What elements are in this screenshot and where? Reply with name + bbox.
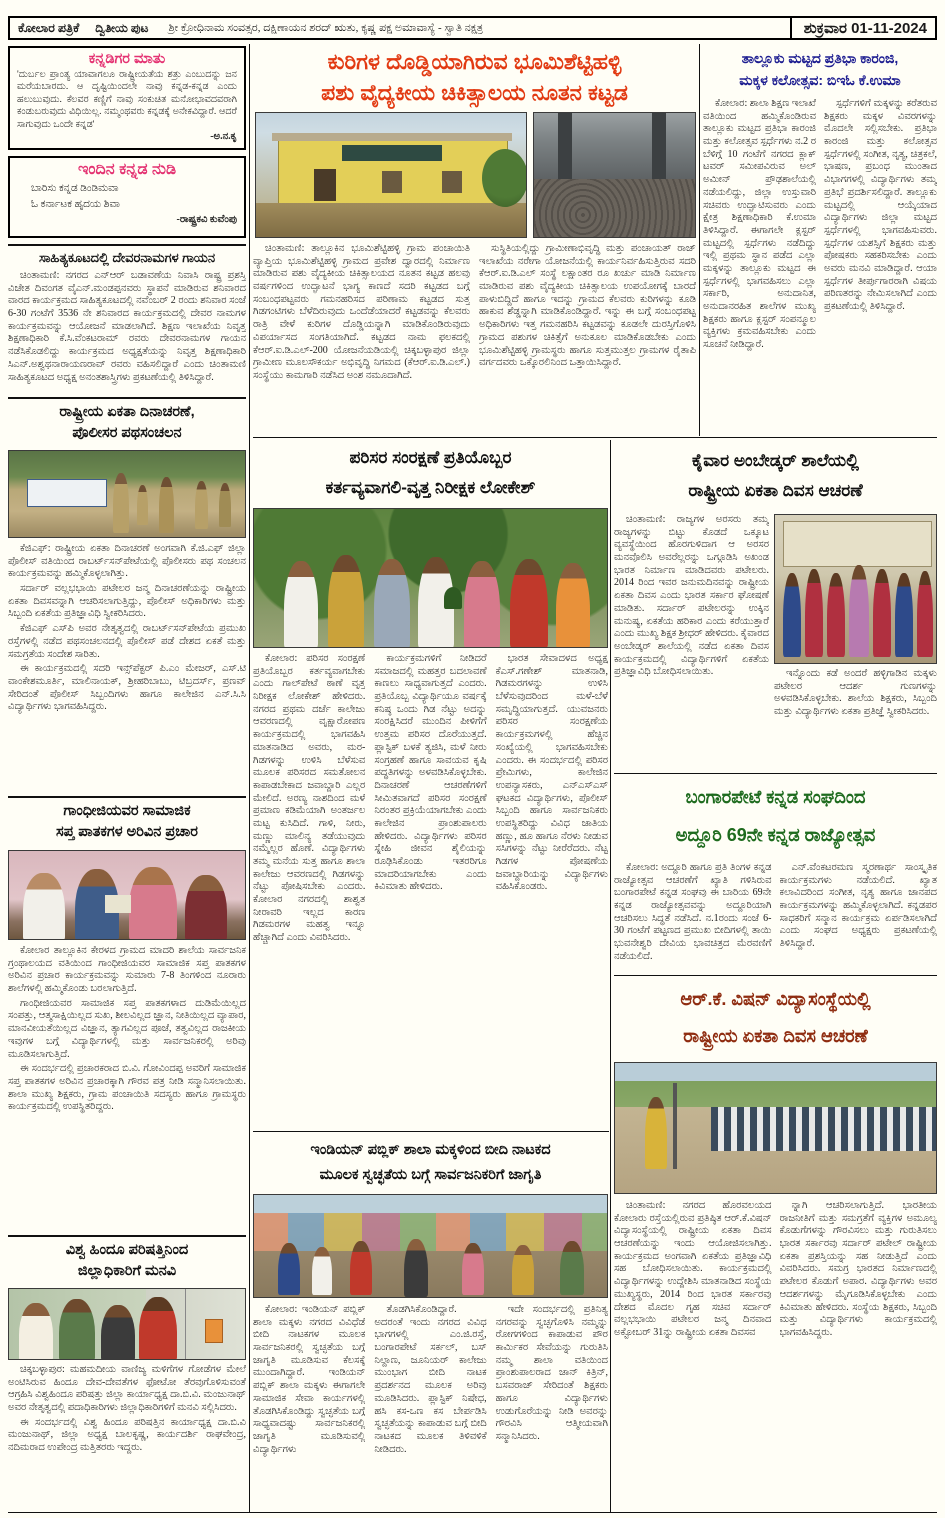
pratibha-col2: ಸ್ಪರ್ಧೆಗಳಿಗೆ ಮಕ್ಕಳನ್ನು ಕರೆತರುವ ಶಿಕ್ಷಕರು ಮಕ್ಕಳ ವಿವರಗಳನ್ನು ಮೊದಲೇ ಸಲ್ಲಿಸಬೇಕು. ಪ್ರತಿಭಾ ಕಾರಂಜಿ ಮತ್ತು ಕಲೋತ್ಸವ ಸ್ಪರ್ಧೆಗಳಲ್ಲಿ ಸಂಗೀತ, ನೃತ್ಯ, ಚಿತ್ರಕಲೆ, ಭಾಷಣ, ಪ್ರಬಂಧ ಮುಂತಾದ ವಿಭಾಗಗಳಲ್ಲಿ ವಿದ್ಯಾರ್ಥಿಗಳು ತಮ್ಮ ಪ್ರತಿಭೆ ಪ್ರದರ್ಶಿಸಲಿದ್ದಾರೆ. ತಾಲ್ಲೂಕು ಮಟ್ಟದಲ್ಲಿ ಆಯ್ಕೆಯಾದ ವಿದ್ಯಾರ್ಥಿಗಳು ಜಿಲ್ಲಾ ಮಟ್ಟದ ಸ್ಪರ್ಧೆಗಳಲ್ಲಿ ಭಾಗವಹಿಸುವರು. ಸ್ಪರ್ಧೆಗಳ ಯಶಸ್ಸಿಗೆ ಶಿಕ್ಷಕರು ಮತ್ತು ಪೋಷಕರು ಸಹಕರಿಸಬೇಕು ಎಂದು ಅವರು ಮನವಿ ಮಾಡಿದ್ದಾರೆ. ಆಯಾ ಸ್ಪರ್ಧೆಗಳ ತೀರ್ಪುಗಾರರಾಗಿ ವಿಷಯ ಪರಿಣತರನ್ನು ನೇಮಿಸಲಾಗಿದೆ ಎಂದು ಪ್ರಕಟಣೆಯಲ್ಲಿ ತಿಳಿಸಿದ್ದಾರೆ.: [824, 98, 937, 312]
person-figure: [556, 563, 590, 648]
student-figure: [805, 569, 823, 657]
indian-public-col3: ಇದೇ ಸಂದರ್ಭದಲ್ಲಿ ಪ್ರತಿನಿತ್ಯ ನಗರವನ್ನು ಸ್ವಚ್ಛಗೊಳಿಸಿ ನಮ್ಮನ್ನು ರೋಗಗಳಿಂದ ಕಾಪಾಡುವ ಪೌರ ಕಾರ್ಮಿಕರ ಸೇವೆಯನ್ನು ಗುರುತಿಸಿ ನಮ್ಮ ಶಾಲಾ ವತಿಯಿಂದ ಪ್ರಾಂಶುಪಾಲರಾದ ಜಾನ್ ಕಿತ್ರಿನ್, ಬಸವರಾಜ್ ಸೇರಿದಂತೆ ಶಿಕ್ಷಕರು ಹಾಗೂ ವಿದ್ಯಾರ್ಥಿಗಳು ಉಡುಗೊರೆಯನ್ನು ನೀಡಿ ಅವರನ್ನು ಗೌರವಿಸಿ ಆತ್ಮೀಯವಾಗಿ ಸನ್ಮಾನಿಸಿದರು.: [495, 1304, 608, 1442]
student-assembly-row: [711, 1107, 937, 1151]
parisara-col1: ಕೋಲಾರ: ಪರಿಸರ ಸಂರಕ್ಷಣೆ ಪ್ರತಿಯೊಬ್ಬರ ಕರ್ತವ್ಯವಾಗಬೇಕು ಎಂದು ಗಾಲ್‌ಪೇಟೆ ಠಾಣೆ ವೃತ್ತ ನಿರೀಕ್ಷಕ ಲೋಕೇಶ್ ಹೇಳಿದರು. ನಗರದ ಪ್ರಥಮ ದರ್ಜೆ ಕಾಲೇಜು ಆವರಣದಲ್ಲಿ ವೃಕ್ಷಾರೋಪಣ ಕಾರ್ಯಕ್ರಮದಲ್ಲಿ ಭಾಗವಹಿಸಿ ಮಾತನಾಡಿದ ಅವರು, ಮರ-ಗಿಡಗಳನ್ನು ಉಳಿಸಿ ಬೆಳೆಸುವ ಮೂಲಕ ಪರಿಸರದ ಸಮತೋಲನ ಕಾಪಾಡಬೇಕಾದ ಜವಾಬ್ದಾರಿ ಎಲ್ಲರ ಮೇಲಿದೆ. ಅರಣ್ಯ ನಾಶದಿಂದ ಮಳೆ ಪ್ರಮಾಣ ಕಡಿಮೆಯಾಗಿ ಅಂತರ್ಜಲ ಮಟ್ಟ ಕುಸಿದಿದೆ. ಗಾಳಿ, ನೀರು, ಮಣ್ಣು ಮಾಲಿನ್ಯ ತಡೆಯುವುದು ನಮ್ಮೆಲ್ಲರ ಹೊಣೆ. ವಿದ್ಯಾರ್ಥಿಗಳು ತಮ್ಮ ಮನೆಯ ಸುತ್ತ ಹಾಗೂ ಶಾಲಾ ಕಾಲೇಜು ಆವರಣದಲ್ಲಿ ಗಿಡಗಳನ್ನು ನೆಟ್ಟು ಪೋಷಿಸಬೇಕು ಎಂದರು. ಕೋಲಾರ ನಗರದಲ್ಲಿ ಶಾಶ್ವತ ನೀರಾವರಿ ಇಲ್ಲದ ಕಾರಣ ಗಿಡಮರಗಳ ಮಹತ್ವ ಇನ್ನೂ ಹೆಚ್ಚಾಗಿದೆ ಎಂದು ವಿವರಿಸಿದರು.: [253, 653, 366, 944]
indian-public-body: [253, 1304, 608, 1510]
person-figure: [219, 483, 231, 527]
paragraph: ಗಾಂಧೀಜಿಯವರ ಸಾಮಾಜಿಕ ಸಪ್ತ ಪಾತಕಗಳಾದ ದುಡಿಮೆಯಿಲ್ಲದ ಸಂಪತ್ತು, ಆತ್ಮಸಾಕ್ಷಿಯಿಲ್ಲದ ಸುಖ, ಶೀಲವಿಲ್ಲದ ಜ್ಞಾನ, ನೀತಿಯಿಲ್ಲದ ವ್ಯಾಪಾರ, ಮಾನವೀಯತೆಯಿಲ್ಲದ ವಿಜ್ಞಾನ, ತ್ಯಾಗವಿಲ್ಲದ ಪೂಜೆ, ತತ್ವವಿಲ್ಲದ ರಾಜಕೀಯ ಇವುಗಳ ಬಗ್ಗೆ ವಿದ್ಯಾರ್ಥಿಗಳಲ್ಲಿ ಮತ್ತು ಸಾರ್ವಜನಿಕರಲ್ಲಿ ಅರಿವು ಮೂಡಿಸಲಾಗುತ್ತಿದೆ.: [8, 997, 246, 1060]
kaivara-col2: ಇನ್ನೊಂದು ಕಡೆ ಅಂದರೆ ಹಳ್ಳಿಗಾಡಿನ ಮಕ್ಕಳು ಪಟೇಲರ ಆದರ್ಶ ಗುಣಗಳನ್ನು ಅಳವಡಿಸಿಕೊಳ್ಳಬೇಕು. ಶಾಲೆಯ ಶಿಕ್ಷಕರು, ಸಿಬ್ಬಂದಿ ಮತ್ತು ವಿದ್ಯಾರ್ಥಿಗಳು ಏಕತಾ ಪ್ರತಿಜ್ಞೆ ಸ್ವೀಕರಿಸಿದರು.: [774, 668, 937, 718]
student-figure: [873, 569, 891, 657]
photo-neglected-interior: [533, 112, 696, 238]
quote-box-text: 'ದುರ್ಬಲ ಪ್ರಾಂತ್ಯ ಯಾವಾಗಲೂ ರಾಷ್ಟ್ರೀಯತೆಯ ಶತ್ರು ಎಂಬುದನ್ನು ಜನ ಮರೆಯಬಾರದು. ಆ ದೃಷ್ಟಿಯಿಂದಲೇ ನಾವು ಕನ್ನಡ-ಕನ್ನಡ ಎಂದು ಹಲುಬುವುದು. ಕೆಲವರ ಕಣ್ಣಿಗೆ ನಾವು ಸಂಕುಚಿತ ಮನೋಭಾವದವರಾಗಿ ಕಂಡುಬರುವುದು ವಿಧಿಯಿಲ್ಲ. ನಮ್ಮಂಥವರು ಕನ್ನಡಕ್ಕೆ ಅನೇಕವಿದ್ದಾರೆ. ಆದರೆ ಸಾಗುವುದು ಒಂದೇ ಕನ್ನಡ': [17, 69, 237, 130]
page-bottom-rule: [8, 1512, 937, 1513]
teacher-figure: [849, 565, 869, 657]
police-officer-figure: [374, 559, 410, 648]
headline-line: ರಾಷ್ಟ್ರೀಯ ಏಕತಾ ದಿವಸ ಆಚರಣೆ: [688, 481, 863, 500]
photo-sapling-handover: [253, 508, 608, 648]
parisara-headline: [253, 443, 608, 503]
bangarpet-body: [614, 862, 937, 972]
person-figure: [139, 1297, 177, 1360]
headline-line: ಕರ್ತವ್ಯವಾಗಲಿ-ವೃತ್ತ ನಿರೀಕ್ಷಕ ಲೋಕೇಶ್: [325, 478, 536, 497]
deity-poster: [205, 1319, 223, 1343]
indian-public-headline: [253, 1138, 608, 1188]
paragraph: ಈ ಕಾರ್ಯಕ್ರಮದಲ್ಲಿ ಸದರಿ ಇನ್ಸ್‌ಪೆಕ್ಟರ್ ಪಿ.ಎಂ ಮೇಜರ್, ಎಸ್.ಟಿ ವಾಂಕೇಶಮೂರ್ತಿ, ಮಾಲಿನಾಯಕ್, ಶ್ರೀಹರಿಬಾಬು, ಟಿಬ್ರದರ್ಸ್, ಪ್ರಣವ್ ಸೇರಿದಂತೆ ಪೊಲೀಸ್ ಸಿಬ್ಬಂದಿಗಳು ಹಾಗೂ ಕಾಲೇಜಿನ ಎನ್.ಸಿ.ಸಿ ವಿದ್ಯಾರ್ಥಿಗಳು ಭಾಗವಹಿಸಿದ್ದರು.: [8, 663, 246, 713]
person-figure: [129, 867, 177, 940]
paper-name: ಕೋಲಾರ ಪತ್ರಿಕೆ: [18, 20, 80, 35]
student-figure: [783, 573, 801, 657]
indian-public-col1: ಕೋಲಾರ: ಇಂಡಿಯನ್ ಪಬ್ಲಿಕ್ ಶಾಲಾ ಮಕ್ಕಳು ನಗರದ ವಿವಿಧೆಡೆ ಬೀದಿ ನಾಟಕಗಳ ಮೂಲಕ ಸಾರ್ವಜನಿಕರಲ್ಲಿ ಸ್ವಚ್ಛತೆಯ ಬಗ್ಗೆ ಜಾಗೃತಿ ಮೂಡಿಸುವ ಕೆಲಸಕ್ಕೆ ಮುಂದಾಗಿದ್ದಾರೆ. ಇಂಡಿಯನ್ ಪಬ್ಲಿಕ್ ಶಾಲಾ ಮಕ್ಕಳು ಈಗಾಗಲೇ ಸಾಮಾಜಿಕ ಸೇವಾ ಕಾರ್ಯಗಳಲ್ಲಿ ತೊಡಗಿಸಿಕೊಂಡಿದ್ದು ಸ್ವಚ್ಛತೆಯ ಬಗ್ಗೆ ಸಾಧ್ಯವಾದಷ್ಟು ಸಾರ್ವಜನಿಕರಲ್ಲಿ ಜಾಗೃತಿ ಮೂಡಿಸುವಲ್ಲಿ ವಿದ್ಯಾರ್ಥಿಗಳು: [253, 1304, 366, 1455]
sapling: [444, 587, 462, 609]
column-divider: [610, 440, 611, 1512]
divider: [8, 1235, 246, 1237]
rk-vision-col1: ಚಿಂತಾಮಣಿ: ನಗರದ ಹೊರವಲಯದ ಕೋಲಾರು ರಸ್ತೆಯಲ್ಲಿರುವ ಪ್ರತಿಷ್ಠಿತ ಆರ್.ಕೆ.ವಿಷನ್ ವಿದ್ಯಾಸಂಸ್ಥೆಯಲ್ಲಿ ರಾಷ್ಟ್ರೀಯ ಏಕತಾ ದಿವಸ ಆಚರಣೆಯನ್ನು ಇಂದು ಆಯೋಜಿಸಲಾಗಿತ್ತು. ಕಾರ್ಯಕ್ರಮದ ಅಂಗವಾಗಿ ಏಕತೆಯ ಪ್ರತಿಜ್ಞಾವಿಧಿ ಸಹ ಬೋಧಿಸಲಾಯಿತು. ಕಾರ್ಯಕ್ರಮದಲ್ಲಿ ವಿದ್ಯಾರ್ಥಿಗಳನ್ನು ಉದ್ದೇಶಿಸಿ ಮಾತನಾಡಿದ ಸಂಸ್ಥೆಯ ಮುಖ್ಯಸ್ಥರು, 2014 ರಿಂದ ಭಾರತ ಸರ್ಕಾರವು ದೇಶದ ಮೊದಲ ಗೃಹ ಸಚಿವ ಸರ್ದಾರ್ ವಲ್ಲಭಭಾಯಿ ಪಟೇಲರ ಜನ್ಮ ದಿನವಾದ ಅಕ್ಟೋಬರ್ 31ನ್ನು ರಾಷ್ಟ್ರೀಯ ಏಕತಾ ದಿವಸವ: [614, 1200, 772, 1338]
bangarpet-col1: ಕೋಲಾರ: ಅದ್ದೂರಿ ಹಾಗೂ ಪ್ರತಿ ತಿಂಗಳ ಕನ್ನಡ ರಾಜ್ಯೋತ್ಸವ ಆಚರಣೆಗೆ ಖ್ಯಾತಿ ಗಳಿಸಿರುವ ಬಂಗಾರಪೇಟೆ ಕನ್ನಡ ಸಂಘವು ಈ ಬಾರಿಯ 69ನೇ ಕನ್ನಡ ರಾಜ್ಯೋತ್ಸವವನ್ನು ಅದ್ದೂರಿಯಾಗಿ ಆಚರಿಸಲು ಸಿದ್ಧತೆ ನಡೆಸಿದೆ. ನ.1ರಂದು ಸಂಜೆ 6-30 ಗಂಟೆಗೆ ಪಟ್ಟಣದ ಪ್ರಮುಖ ಬೀದಿಗಳಲ್ಲಿ ತಾಯಿ ಭುವನೇಶ್ವರಿ ದೇವಿಯ ಭಾವಚಿತ್ರದ ಮೆರವಣಿಗೆ ನಡೆಯಲಿದೆ.: [614, 862, 772, 962]
left-story3-headline: [8, 801, 246, 843]
parisara-col3: ಭಾರತ ಸೇವಾದಳದ ಅಧ್ಯಕ್ಷ ಕೆಎಸ್.ಗಣೇಶ್ ಮಾತನಾಡಿ, ಗಿಡಮರಗಳನ್ನು ಉಳಿಸಿ ಬೆಳೆಸುವುದರಿಂದ ಮಳೆ-ಬೆಳೆ ಸಮೃದ್ಧಿಯಾಗುತ್ತದೆ. ಯುವಜನರು ಪರಿಸರ ಸಂರಕ್ಷಣೆಯ ಕಾರ್ಯಕ್ರಮಗಳಲ್ಲಿ ಹೆಚ್ಚಿನ ಸಂಖ್ಯೆಯಲ್ಲಿ ಭಾಗವಹಿಸಬೇಕು ಎಂದರು. ಈ ಸಂದರ್ಭದಲ್ಲಿ ಪರಿಸರ ಪ್ರೇಮಿಗಳು, ಕಾಲೇಜಿನ ಉಪನ್ಯಾಸಕರು, ಎನ್‌ಎಸ್‌ಎಸ್ ಘಟಕದ ವಿದ್ಯಾರ್ಥಿಗಳು, ಪೊಲೀಸ್ ಸಿಬ್ಬಂದಿ ಹಾಗೂ ಸಾರ್ವಜನಿಕರು ಉಪಸ್ಥಿತರಿದ್ದು ವಿವಿಧ ಜಾತಿಯ ಹಣ್ಣು, ಹೂ ಹಾಗೂ ನೆರಳು ನೀಡುವ ಸಸಿಗಳನ್ನು ನೆಟ್ಟು ನೀರೆರೆದರು. ನೆಟ್ಟ ಗಿಡಗಳ ಪೋಷಣೆಯ ಜವಾಬ್ದಾರಿಯನ್ನು ವಿದ್ಯಾರ್ಥಿಗಳು ವಹಿಸಿಕೊಂಡರು.: [495, 653, 608, 893]
photo-street-play: [253, 1194, 608, 1298]
person-figure: [462, 1243, 484, 1295]
headline-line: ಗಾಂಧೀಜಿಯವರ ಸಾಮಾಜಿಕ: [63, 803, 191, 819]
headline-line: ರಾಷ್ಟ್ರೀಯ ಏಕತಾ ದಿವಸ ಆಚರಣೆ: [683, 1026, 868, 1046]
pratibha-headline: [703, 47, 937, 91]
person-figure: [185, 875, 227, 940]
left-story2-body: [8, 543, 246, 793]
divider: [8, 244, 246, 246]
person-figure: [23, 873, 65, 940]
street-shopfronts: [254, 1213, 608, 1251]
person-figure: [510, 559, 548, 648]
divider: [614, 975, 937, 976]
indian-public-col2: ತೊಡಗಿಸಿಕೊಂಡಿದ್ದಾರೆ. ಅದರಂತೆ ಇಂದು ನಗರದ ವಿವಿಧ ಭಾಗಗಳಲ್ಲಿ ಎಂ.ಜಿ.ರಸ್ತೆ, ಬಂಗಾರಪೇಟೆ ಸರ್ಕಲ್, ಬಸ್ ನಿಲ್ದಾಣ, ಜೂನಿಯರ್ ಕಾಲೇಜು ಮುಂಭಾಗ ಬೀದಿ ನಾಟಕ ಪ್ರದರ್ಶನದ ಮೂಲಕ ಅರಿವು ಮೂಡಿಸಿದರು. ಪ್ಲಾಸ್ಟಿಕ್ ನಿಷೇಧ, ಹಸಿ ಕಸ-ಒಣ ಕಸ ಬೇರ್ಪಡಿಸಿ ಸ್ವಚ್ಛತೆಯನ್ನು ಕಾಪಾಡುವ ಬಗ್ಗೆ ಬೀದಿ ನಾಟಕದ ಮೂಲಕ ತಿಳಿವಳಿಕೆ ನೀಡಿದರು.: [374, 1304, 487, 1455]
headline-line: ರಾಷ್ಟ್ರೀಯ ಏಕತಾ ದಿನಾಚರಣೆ,: [59, 404, 195, 420]
person-figure: [113, 473, 129, 533]
divider: [253, 1131, 609, 1132]
headline-line: ಆರ್.ಕೆ. ವಿಷನ್ ವಿದ್ಯಾಸಂಸ್ಥೆಯಲ್ಲಿ: [680, 989, 871, 1009]
nudi-line: ಬಾರಿಸು ಕನ್ನಡ ಡಿಂಡಿಮವಾ: [31, 183, 119, 194]
person-figure: [101, 1305, 135, 1360]
left-story1-headline: ಸಾಹಿತ್ಯಕೂಟದಲ್ಲಿ ದೇವರನಾಮಗಳ ಗಾಯನ: [38, 250, 216, 265]
main-story-col1: ಚಿಂತಾಮಣಿ: ತಾಲ್ಲೂಕಿನ ಭೂಮಿಶೆಟ್ಟಿಹಳ್ಳಿ ಗ್ರಾಮ ಪಂಚಾಯಿತಿ ವ್ಯಾಪ್ತಿಯ ಭೂಮಿಶೆಟ್ಟಿಹಳ್ಳಿ ಗ್ರಾಮದ ಪ್ರವೇಶ ದ್ವಾರದಲ್ಲಿ ನಿರ್ಮಾಣ ಮಾಡಿರುವ ಪಶು ವೈದ್ಯಕೀಯ ಚಿಕಿತ್ಸಾಲಯದ ನೂತನ ಕಟ್ಟಡ ಹಲವು ವರ್ಷಗಳಿಂದ ಉದ್ಘಾಟನೆ ಭಾಗ್ಯ ಕಾಣದೆ ಸದರಿ ಕಟ್ಟಡದ ಬಗ್ಗೆ ಸಂಬಂಧಪಟ್ಟವರು ಗಮನಹರಿಸದ ಪರಿಣಾಮ ಕಟ್ಟಡದ ಸುತ್ತ ಗಿಡಗಂಟಿಗಳು ಬೆಳೆದಿರುವುದು ಒಂದೆಡೆಯಾದರೆ ಕಟ್ಟಡವನ್ನು ಕೆಲವರು ರಾತ್ರಿ ವೇಳೆ ಕುರಿಗಳ ದೊಡ್ಡಿಯನ್ನಾಗಿ ಮಾಡಿಕೊಂಡಿರುವುದು ವಿಪರ್ಯಾಸದ ಸಂಗತಿಯಾಗಿದೆ. ಕಟ್ಟಡದ ನಾಮ ಫಲಕದಲ್ಲಿ ಕೆಆರ್.ಐ.ಡಿ.ಎಲ್-200 ಯೋಜನೆಯಡಿಯಲ್ಲಿ ಚಿಕ್ಕಬಳ್ಳಾಪುರ ಜಿಲ್ಲಾ ಗ್ರಾಮೀಣ ಮೂಲಸೌಕರ್ಯ ಅಭಿವೃದ್ಧಿ ನಿಗಮದ (ಕೆಆರ್.ಐ.ಡಿ.ಎಲ್.) ಸಂಸ್ಥೆಯು ಕಾಮಗಾರಿ ನಡೆಸಿದ ಅಂಶ ನಮೂದಾಗಿದೆ.: [253, 243, 470, 381]
photo-police-parade: [8, 450, 246, 538]
parisara-col2: ಕಾರ್ಯಕ್ರಮಗಳಿಗೆ ನೀಡಿದರೆ ಸಮಾಜದಲ್ಲಿ ಮಹತ್ತರ ಬದಲಾವಣೆ ಕಾಣಲು ಸಾಧ್ಯವಾಗುತ್ತದೆ ಎಂದರು. ಪ್ರತಿಯೊಬ್ಬ ವಿದ್ಯಾರ್ಥಿಯೂ ವರ್ಷಕ್ಕೆ ಕನಿಷ್ಠ ಒಂದು ಗಿಡ ನೆಟ್ಟು ಅದನ್ನು ಸಂರಕ್ಷಿಸಿದರೆ ಮುಂದಿನ ಪೀಳಿಗೆಗೆ ಉತ್ತಮ ಪರಿಸರ ದೊರೆಯುತ್ತದೆ. ಪ್ಲಾಸ್ಟಿಕ್ ಬಳಕೆ ತ್ಯಜಿಸಿ, ಮಳೆ ನೀರು ಸಂಗ್ರಹಣೆ ಹಾಗೂ ಸಾವಯವ ಕೃಷಿ ಪದ್ಧತಿಗಳನ್ನು ಅಳವಡಿಸಿಕೊಳ್ಳಬೇಕು. ದಿನಾಚರಣೆ ಆಚರಣೆಗಳಿಗೆ ಸೀಮಿತವಾಗದೆ ಪರಿಸರ ಸಂರಕ್ಷಣೆ ನಿರಂತರ ಪ್ರಕ್ರಿಯೆಯಾಗಬೇಕು ಎಂದು ಕಾಲೇಜಿನ ಪ್ರಾಂಶುಪಾಲರು ಹೇಳಿದರು. ವಿದ್ಯಾರ್ಥಿಗಳು ಪರಿಸರ ಸ್ನೇಹಿ ಜೀವನ ಶೈಲಿಯನ್ನು ರೂಢಿಸಿಕೊಂಡು ಇತರರಿಗೂ ಮಾದರಿಯಾಗಬೇಕು ಎಂದು ಕಿವಿಮಾತು ಹೇಳಿದರು.: [374, 653, 487, 893]
almanac-line: ಶ್ರೀ ಕ್ರೋಧಿನಾಮ ಸಂವತ್ಸರ, ದಕ್ಷಿಣಾಯನ ಶರದ್ ಋತು, ಕೃಷ್ಣ ಪಕ್ಷ ಅಮಾವಾಸ್ಯೆ - ಸ್ವಾತಿ ನಕ್ಷತ್ರ: [168, 21, 484, 34]
building-signboard: [342, 145, 442, 161]
column-divider: [249, 44, 250, 1512]
student-figure: [350, 1241, 372, 1295]
left-story4-body: [8, 1364, 246, 1510]
photo-sapta-pataka-felicitation: [8, 850, 246, 940]
person-figure: [159, 477, 174, 533]
headline-line: ಮೂಲಕ ಸ್ವಚ್ಛತೆಯ ಬಗ್ಗೆ ಸಾರ್ವಜನಿಕರಿಗೆ ಜಾಗೃತಿ: [319, 1167, 542, 1183]
masthead: [8, 16, 937, 40]
pratibha-col1: ಕೋಲಾರ: ಶಾಲಾ ಶಿಕ್ಷಣ ಇಲಾಖೆ ವತಿಯಿಂದ ಹಮ್ಮಿಕೊಂಡಿರುವ ತಾಲ್ಲೂಕು ಮಟ್ಟದ ಪ್ರತಿಭಾ ಕಾರಂಜಿ ಮತ್ತು ಕಲೋತ್ಸವ ಸ್ಪರ್ಧೆಗಳು ನ.2 ರ ಬೆಳಿಗ್ಗೆ 10 ಗಂಟೆಗೆ ನಗರದ ಕ್ಲಾಕ್ ಟವರ್ ಸಮೀಪವಿರುವ ಅಲ್ ಅಮೀನ್ ಪ್ರೌಢಶಾಲೆಯಲ್ಲಿ ನಡೆಯಲಿದ್ದು, ಜಿಲ್ಲಾ ಉಸ್ತುವಾರಿ ಸಚಿವರು ಉದ್ಘಾಟಿಸುವರು ಎಂದು ಕ್ಷೇತ್ರ ಶಿಕ್ಷಣಾಧಿಕಾರಿ ಕೆ.ಉಮಾ ತಿಳಿಸಿದ್ದಾರೆ. ಈಗಾಗಲೇ ಕ್ಲಸ್ಟರ್ ಮಟ್ಟದಲ್ಲಿ ಸ್ಪರ್ಧೆಗಳು ನಡೆದಿದ್ದು ಇಲ್ಲಿ ಪ್ರಥಮ ಸ್ಥಾನ ಪಡೆದ ಎಲ್ಲಾ ಮಕ್ಕಳನ್ನು ತಾಲ್ಲೂಕು ಮಟ್ಟದ ಈ ಸ್ಪರ್ಧೆಗಳಲ್ಲಿ ಭಾಗವಹಿಸಲು ಎಲ್ಲಾ ಸರ್ಕಾರಿ, ಅನುದಾನಿತ, ಅನುದಾನರಹಿತ ಶಾಲೆಗಳ ಮುಖ್ಯ ಶಿಕ್ಷಕರು ಹಾಗೂ ಕ್ಲಸ್ಟರ್ ಸಂಪನ್ಮೂಲ ವ್ಯಕ್ತಿಗಳು ಕ್ರಮವಹಿಸಬೇಕು ಎಂದು ಸೂಚನೆ ನೀಡಿದ್ದಾರೆ.: [703, 98, 816, 351]
flag-pole: [673, 1083, 677, 1169]
kaivara-col1: ಚಿಂತಾಮಣಿ: ರಾಜ್ಯಗಳ ಅರಸರು ತಮ್ಮ ರಾಜ್ಯಗಳನ್ನು ಬಿಟ್ಟು ಕೊಡದೆ ಒಕ್ಕೂಟ ವ್ಯವಸ್ಥೆಯಿಂದ ಹೊರಗುಳಿದಾಗ ಆ ಅರಸರ ಮನವೊಲಿಸಿ ಅವರೆಲ್ಲರನ್ನು ಒಗ್ಗೂಡಿಸಿ ಅಖಂಡ ಭಾರತ ನಿರ್ಮಾಣ ಮಾಡಿದವರು ಪಟೇಲರು. 2014 ರಿಂದ ಇವರ ಜನುಮದಿನವನ್ನು ರಾಷ್ಟ್ರೀಯ ಏಕತಾ ದಿವಸ ಎಂದು ಭಾರತ ಸರ್ಕಾರ ಘೋಷಣೆ ಮಾಡಿತು. ಸರ್ದಾರ್ ಪಟೇಲರನ್ನು ಉಕ್ಕಿನ ಮನುಷ್ಯ, ಏಕತೆಯ ಹರಿಕಾರ ಎಂದು ಕರೆಯುತ್ತಾರೆ ಎಂದು ಮುಖ್ಯ ಶಿಕ್ಷಕ ಶ್ರೀಧರ್ ಹೇಳಿದರು. ಕೈವಾರದ ಅಂಬೇಡ್ಕರ್ ಶಾಲೆಯಲ್ಲಿ ನಡೆದ ಏಕತಾ ದಿವಸ ಕಾರ್ಯಕ್ರಮದಲ್ಲಿ ವಿದ್ಯಾರ್ಥಿಗಳಿಗೆ ಏಕತೆಯ ಪ್ರತಿಜ್ಞಾವಿಧಿ ಬೋಧಿಸಲಾಯಿತು.: [614, 514, 769, 678]
bangarpet-headline: [614, 778, 937, 854]
student-figure: [895, 573, 913, 657]
student-figure: [827, 573, 845, 657]
photo-veterinary-building: [255, 112, 527, 238]
quote-box: [8, 46, 246, 150]
pratibha-body: [703, 98, 937, 432]
kaivara-headline: [614, 446, 937, 506]
parade-banner: [27, 479, 107, 507]
paragraph: ಕೆಜಿಎಫ್ ಎಸ್‌ಪಿ ಅವರ ನೇತೃತ್ವದಲ್ಲಿ ರಾಬರ್ಟ್‌ಸನ್‌ಪೇಟೆಯ ಪ್ರಮುಖ ರಸ್ತೆಗಳಲ್ಲಿ ನಡೆದ ಪಥಸಂಚಲನದಲ್ಲಿ ಪೊಲೀಸ್ ಪಡೆ ದೇಶದ ಏಕತೆ ಮತ್ತು ಸಮಗ್ರತೆಯ ಸಂದೇಶ ಸಾರಿತು.: [8, 623, 246, 660]
headline-line: ಬಂಗಾರಪೇಟೆ ಕನ್ನಡ ಸಂಘದಿಂದ: [685, 787, 866, 807]
building-window: [442, 171, 462, 193]
photo-kaivara-pledge: [774, 514, 937, 664]
left-story2-headline: [8, 402, 246, 444]
photo-vhp-memorandum: [8, 1288, 246, 1360]
paragraph: ಚಿಂತಾಮಣಿ: ನಗರದ ಎನ್‌ಆರ್ ಬಡಾವಣೆಯ ನಿವಾಸಿ ರಾಷ್ಟ್ರ ಪ್ರಶಸ್ತಿ ವಿಜೇತ ದಿವಂಗತ ವೈಎನ್.ಮಂಡಪ್ಪನವರು ಸ್ಥಾಪನೆ ಮಾಡಿರುವ ಶನಿವಾರದ ವಾರದ ಕಾರ್ಯಕ್ರಮದ ಸಾಹಿತ್ಯಕೂಟದಲ್ಲಿ ನವೆಂಬರ್ 2 ರಂದು ಶನಿವಾರ ಸಂಜೆ 6-30 ಗಂಟೆಗೆ 3536 ನೇ ಶನಿವಾರದ ಕಾರ್ಯಕ್ರಮದಲ್ಲಿ ದೇವರ ನಾಮಗಳ ಕಾರ್ಯಕ್ರಮವನ್ನು ಆಯೋಜನೆ ಮಾಡಲಾಗಿದೆ. ಶಿಕ್ಷಣ ಇಲಾಖೆಯ ನಿವೃತ್ತ ಶಿಕ್ಷಣಾಧಿಕಾರಿ ಕೆ.ಸಿ.ವೆಂಕಟರಾಮ್ ರವರು ದೇವರನಾಮಗಳ ಗಾಯನ ನಡೆಸಿಕೊಡಲಿದ್ದು ಕಾರ್ಯಕ್ರಮದ ಅಧ್ಯಕ್ಷತೆಯನ್ನು ನಿವೃತ್ತ ಶಿಕ್ಷಣಾಧಿಕಾರಿ ಸಿಎನ್.ಅಶ್ವಥನಾರಾಯಣರಾವ್ ರವರು ವಹಿಸಲಿದ್ದಾರೆ ಎಂದು ಚಿಂತಾಮಣಿ ಸಾಹಿತ್ಯಕೂಟದ ಅಧ್ಯಕ್ಷ ಅನಂತಶಾಸ್ತ್ರಿಗಳು ಪ್ರಕಟಣೆಯಲ್ಲಿ ತಿಳಿಸಿದ್ದಾರೆ.: [8, 270, 246, 383]
paragraph: ಕೋಲಾರ ತಾಲ್ಲೂಕಿನ ಕೇರಳದ ಗ್ರಾಮದ ಮಾದರಿ ಶಾಲೆಯ ಸಾರ್ವಜನಿಕ ಗ್ರಂಥಾಲಯದ ವತಿಯಿಂದ ಗಾಂಧೀಜಿಯವರ ಸಾಮಾಜಿಕ ಸಪ್ತ ಪಾತಕಗಳ ಅರಿವಿನ ಪ್ರಚಾರ ಕಾರ್ಯಕ್ರಮವನ್ನು ಸುಮಾರು 7-8 ತಿಂಗಳಿಂದ ನೂರಾರು ಶಾಲೆಗಳಲ್ಲಿ ಹಮ್ಮಿಕೊಂಡು ಬರಲಾಗುತ್ತಿದೆ.: [8, 945, 246, 995]
paragraph: ಈ ಸಂದರ್ಭದಲ್ಲಿ ಪ್ರಚಾರಕರಾದ ಬಿ.ವಿ. ಗೋವಿಂದಪ್ಪ ಅವರಿಗೆ ಸಾಮಾಜಿಕ ಸಪ್ತ ಪಾತಕಗಳ ಅರಿವಿನ ಪ್ರಚಾರಕ್ಕಾಗಿ ಗೌರವ ಪತ್ರ ನೀಡಿ ಸನ್ಮಾನಿಸಲಾಯಿತು. ಶಾಲಾ ಮುಖ್ಯ ಶಿಕ್ಷಕರು, ಗ್ರಾಮ ಪಂಚಾಯಿತಿ ಸದಸ್ಯರು ಹಾಗೂ ಗ್ರಾಮಸ್ಥರು ಕಾರ್ಯಕ್ರಮದಲ್ಲಿ ಉಪಸ್ಥಿತರಿದ್ದರು.: [8, 1063, 246, 1113]
nudi-box-title: ಇಂದಿನ ಕನ್ನಡ ನುಡಿ: [77, 161, 177, 178]
nudi-box-attribution: -ರಾಷ್ಟ್ರಕವಿ ಕುವೆಂಪು: [176, 213, 237, 225]
quote-box-attribution: -ಅ.ನ.ಕೃ: [210, 131, 237, 143]
date-label: ಶುಕ್ರವಾರ 01-11-2024: [790, 18, 927, 38]
headline-line: ಕೈವಾರ ಅಂಬೇಡ್ಕರ್ ಶಾಲೆಯಲ್ಲಿ: [692, 451, 859, 470]
main-headline: [253, 46, 696, 108]
student-figure: [278, 1243, 300, 1295]
page-label: ದ್ವಿತೀಯ ಪುಟ: [95, 20, 149, 35]
headline-line: ವಿಶ್ವ ಹಿಂದೂ ಪರಿಷತ್ತಿನಿಂದ: [65, 1242, 189, 1258]
headline-line: ಪರಿಸರ ಸಂರಕ್ಷಣೆ ಪ್ರತಿಯೊಬ್ಬರ: [349, 448, 512, 467]
main-story-body: [253, 243, 696, 435]
pillar: [558, 113, 572, 183]
column-divider: [699, 44, 700, 436]
divider: [614, 773, 937, 774]
parisara-body: [253, 653, 608, 1127]
building-door: [314, 169, 336, 201]
school-building: [783, 521, 932, 567]
main-story-col2: ಸುಸ್ಥಿತಿಯಲ್ಲಿದ್ದು ಗ್ರಾಮೀಣಾಭಿವೃದ್ಧಿ ಮತ್ತು ಪಂಚಾಯತ್ ರಾಜ್ ಇಲಾಖೆಯ ನರೇಗಾ ಯೋಜನೆಯಲ್ಲಿ ಕಾರ್ಯನಿರ್ವಹಿಸುತ್ತಿರುವ ಸದರಿ ಕೆಆರ್.ಐ.ಡಿ.ಎಲ್ ಸಂಸ್ಥೆ ಲಕ್ಷಾಂತರ ರೂ ಖರ್ಚು ಮಾಡಿ ನಿರ್ಮಾಣ ಮಾಡಿರುವ ಪಶು ವೈದ್ಯಕೀಯ ಚಿಕಿತ್ಸಾಲಯ ಉಪಯೋಗಕ್ಕೆ ಬಾರದೆ ಪಾಳುಬಿದ್ದಿದೆ ಹಾಗೂ ಇದನ್ನು ಗ್ರಾಮದ ಕೆಲವರು ಕುರಿಗಳನ್ನು ಕೂಡಿ ಹಾಕುವ ಶೆಡ್ಡನ್ನಾಗಿ ಮಾಡಿಕೊಂಡಿದ್ದಾರೆ. ಇನ್ನು ಈ ಬಗ್ಗೆ ಸಂಬಂಧಪಟ್ಟ ಅಧಿಕಾರಿಗಳು ಇತ್ತ ಗಮನಹರಿಸಿ ಕಟ್ಟಡವನ್ನು ಕೂಡಲೇ ದುರಸ್ತಿಗೊಳಿಸಿ ಗ್ರಾಮದ ಪಶುಗಳ ಚಿಕಿತ್ಸೆಗೆ ಅನುಕೂಲ ಮಾಡಿಕೊಡಬೇಕು ಎಂದು ಭೂಮಿಶೆಟ್ಟಿಹಳ್ಳಿ ಗ್ರಾಮಸ್ಥರು ಹಾಗೂ ಸುತ್ತಮುತ್ತಲ ಗ್ರಾಮಗಳ ರೈತಾಪಿ ವರ್ಗದವರು ಒಕ್ಕೊರಲಿನಿಂದ ಒತ್ತಾಯಿಸಿದ್ದಾರೆ.: [479, 243, 696, 369]
paragraph: ಈ ಸಂದರ್ಭದಲ್ಲಿ ವಿಶ್ವ ಹಿಂದೂ ಪರಿಷತ್ತಿನ ಕಾರ್ಯಾಧ್ಯಕ್ಷ ದಾ.ಬಿ.ವಿ ಮಂಜುನಾಥ್, ಜಿಲ್ಲಾ ಅಧ್ಯಕ್ಷ ಬಾಲಕೃಷ್ಣ, ಕಾರ್ಯದರ್ಶಿ ರಾಘವೇಂದ್ರ, ನದಿಮರಾದ ಉಪೇಂದ್ರ ಮತ್ತಿತರರು ಇದ್ದರು.: [8, 1416, 246, 1454]
nudi-line: ಓ ಕರ್ನಾಟಕ ಹೃದಯ ಶಿವಾ: [31, 199, 120, 211]
person-figure: [560, 1241, 584, 1295]
teacher-figure: [645, 1097, 667, 1169]
person-figure: [137, 485, 148, 525]
person-figure: [59, 1299, 95, 1360]
divider: [8, 796, 246, 798]
littered-floor: [534, 179, 696, 238]
left-story4-headline: [8, 1240, 246, 1282]
headline-line: ಮಕ್ಕಳ ಕಲೋತ್ಸವ: ಬಿಇಓ ಕೆ.ಉಮಾ: [739, 72, 901, 88]
certificate: [105, 895, 131, 913]
headline-line: ಪಶು ವೈದ್ಯಕೀಯ ಚಿಕಿತ್ಸಾಲಯ ನೂತನ ಕಟ್ಟಡ: [321, 80, 628, 105]
person-figure: [19, 1303, 53, 1360]
left-story1-body: [8, 270, 246, 394]
student-figure: [312, 1247, 332, 1295]
bangarpet-col2: ಎನ್.ವೆಂಕಟರಮಣ ಸ್ಮರಣಾರ್ಥ ಸಾಂಸ್ಕೃತಿಕ ಕಾರ್ಯಕ್ರಮಗಳು ನಡೆಯಲಿದೆ. ಖ್ಯಾತ ಕಲಾವಿದರಿಂದ ಸಂಗೀತ, ನೃತ್ಯ ಹಾಗೂ ಜಾನಪದ ಕಾರ್ಯಕ್ರಮಗಳನ್ನು ಹಮ್ಮಿಕೊಳ್ಳಲಾಗಿದೆ. ಕನ್ನಡಪರ ಸಾಧಕರಿಗೆ ಸನ್ಮಾನ ಕಾರ್ಯಕ್ರಮ ಏರ್ಪಡಿಸಲಾಗಿದೆ ಎಂದು ಸಂಘದ ಅಧ್ಯಕ್ಷರು ಪ್ರಕಟಣೆಯಲ್ಲಿ ತಿಳಿಸಿದ್ದಾರೆ.: [779, 862, 937, 950]
tree-foliage: [482, 149, 527, 207]
paragraph: ಕೆಜಿಎಫ್: ರಾಷ್ಟ್ರೀಯ ಏಕತಾ ದಿನಾಚರಣೆ ಅಂಗವಾಗಿ ಕೆ.ಜಿ.ಎಫ್ ಜಿಲ್ಲಾ ಪೊಲೀಸ್ ವತಿಯಿಂದ ರಾಬರ್ಟ್‌ಸನ್‌ಪೇಟೆಯಲ್ಲಿ ಪೊಲೀಸರು ಪಥ ಸಂಚಲನ ಕಾರ್ಯಕ್ರಮವನ್ನು ಹಮ್ಮಿಕೊಳ್ಳಲಾಗಿತ್ತು.: [8, 543, 246, 580]
headline-line: ಅದ್ದೂರಿ 69ನೇ ಕನ್ನಡ ರಾಜ್ಯೋತ್ಸವ: [675, 825, 876, 845]
person-figure: [328, 555, 364, 648]
person-figure: [464, 561, 500, 648]
person-figure: [284, 561, 318, 648]
headline-line: ಜಿಲ್ಲಾಧಿಕಾರಿಗೆ ಮನವಿ: [77, 1263, 177, 1279]
person-figure: [195, 481, 208, 529]
building-roof: [272, 133, 512, 141]
headline-line: ಪೊಲೀಸರ ಪಥಸಂಚಲನ: [72, 425, 182, 441]
rk-vision-col2: ನ್ನಾಗಿ ಆಚರಿಸಲಾಗುತ್ತಿದೆ. ಭಾರತೀಯ ರಾಜನೀತಿಗೆ ಮತ್ತು ಸಮಗ್ರತೆಗೆ ವ್ಯಕ್ತಿಗಳ ಅಮೂಲ್ಯ ಕೊಡುಗೆಗಳನ್ನು ಗೌರವಿಸಲು ಮತ್ತು ಗುರುತಿಸಲು ಭಾರತ ಸರ್ಕಾರವು ಸರ್ದಾರ್ ಪಟೇಲ್ ರಾಷ್ಟ್ರೀಯ ಏಕತಾ ಪ್ರಶಸ್ತಿಯನ್ನು ಸಹ ನೀಡುತ್ತಿದೆ ಎಂದು ವಿವರಿಸಿದರು. ಸಮಗ್ರ ಭಾರತದ ನಿರ್ಮಾಣದಲ್ಲಿ ಪಟೇಲರ ಕೊಡುಗೆ ಅಪಾರ. ವಿದ್ಯಾರ್ಥಿಗಳು ಅವರ ಆದರ್ಶಗಳನ್ನು ಮೈಗೂಡಿಸಿಕೊಳ್ಳಬೇಕು ಎಂದು ಕಿವಿಮಾತು ಹೇಳಿದರು. ಸಂಸ್ಥೆಯ ಶಿಕ್ಷಕರು, ಸಿಬ್ಬಂದಿ ಮತ್ತು ವಿದ್ಯಾರ್ಥಿಗಳು ಕಾರ್ಯಕ್ರಮದಲ್ಲಿ ಭಾಗವಹಿಸಿದ್ದರು.: [779, 1200, 937, 1338]
building-window: [382, 171, 402, 193]
nudi-box: [8, 156, 246, 238]
building-foreground: [256, 203, 527, 238]
rk-vision-headline: [614, 981, 937, 1055]
paragraph: ಸರ್ದಾರ್ ವಲ್ಲಭಭಾಯಿ ಪಟೇಲರ ಜನ್ಮ ದಿನಾಚರಣೆಯನ್ನು ರಾಷ್ಟ್ರೀಯ ಏಕತಾ ದಿವಸವನ್ನಾಗಿ ಆಚರಿಸಲಾಗುತ್ತಿದ್ದು, ಪೊಲೀಸ್ ಅಧಿಕಾರಿಗಳು ಮತ್ತು ಸಿಬ್ಬಂದಿ ಏಕತೆಯ ಪ್ರತಿಜ್ಞಾವಿಧಿ ಸ್ವೀಕರಿಸಿದರು.: [8, 583, 246, 620]
divider: [253, 437, 937, 438]
left-story3-body: [8, 945, 246, 1233]
student-figure: [917, 571, 933, 657]
pillar: [652, 113, 666, 183]
rk-vision-body: [614, 1200, 937, 1510]
divider: [8, 397, 246, 399]
headline-line: ತಾಲ್ಲೂಕು ಮಟ್ಟದ ಪ್ರತಿಭಾ ಕಾರಂಜಿ,: [741, 50, 899, 66]
person-figure: [404, 1239, 428, 1297]
headline-line: ಸಪ್ತ ಪಾತಕಗಳ ಅರಿವಿನ ಪ್ರಚಾರ: [56, 824, 198, 840]
headline-line: ಇಂಡಿಯನ್ ಪಬ್ಲಿಕ್ ಶಾಲಾ ಮಕ್ಕಳಿಂದ ಬೀದಿ ನಾಟಕದ: [310, 1142, 551, 1158]
student-figure: [512, 1245, 534, 1295]
photo-rk-vision-assembly: [614, 1062, 937, 1194]
photo-split-line: [185, 1289, 186, 1360]
paragraph: ಚಿಕ್ಕಬಳ್ಳಾಪುರ: ಮಹಮದೀಯ ವಾಣಿಜ್ಯ ಮಳಿಗೆಗಳ ಗೋಡೆಗಳ ಮೇಲೆ ಅಂಟಿಸಿರುವ ಹಿಂದೂ ದೇವ-ದೇವತೆಗಳ ಫೋಟೋ ತೆರವುಗೊಳಿಸುವಂತೆ ಆಗ್ರಹಿಸಿ ವಿಶ್ವಹಿಂದೂ ಪರಿಷತ್ತು ಜಿಲ್ಲಾ ಕಾರ್ಯಾಧ್ಯಕ್ಷ ದಾ.ಬಿ.ವಿ. ಮಂಜುನಾಥ್ ಅವರ ನೇತೃತ್ವದಲ್ಲಿ ಪದಾಧಿಕಾರಿಗಳು ಜಿಲ್ಲಾಧಿಕಾರಿಗಳಿಗೆ ಮನವಿ ಸಲ್ಲಿಸಿದರು.: [8, 1364, 246, 1414]
quote-box-title: ಕನ್ನಡಿಗರ ಮಾತು: [88, 51, 166, 67]
headline-line: ಕುರಿಗಳ ದೊಡ್ಡಿಯಾಗಿರುವ ಭೂಮಿಶೆಟ್ಟಿಹಳ್ಳಿ: [327, 49, 622, 74]
